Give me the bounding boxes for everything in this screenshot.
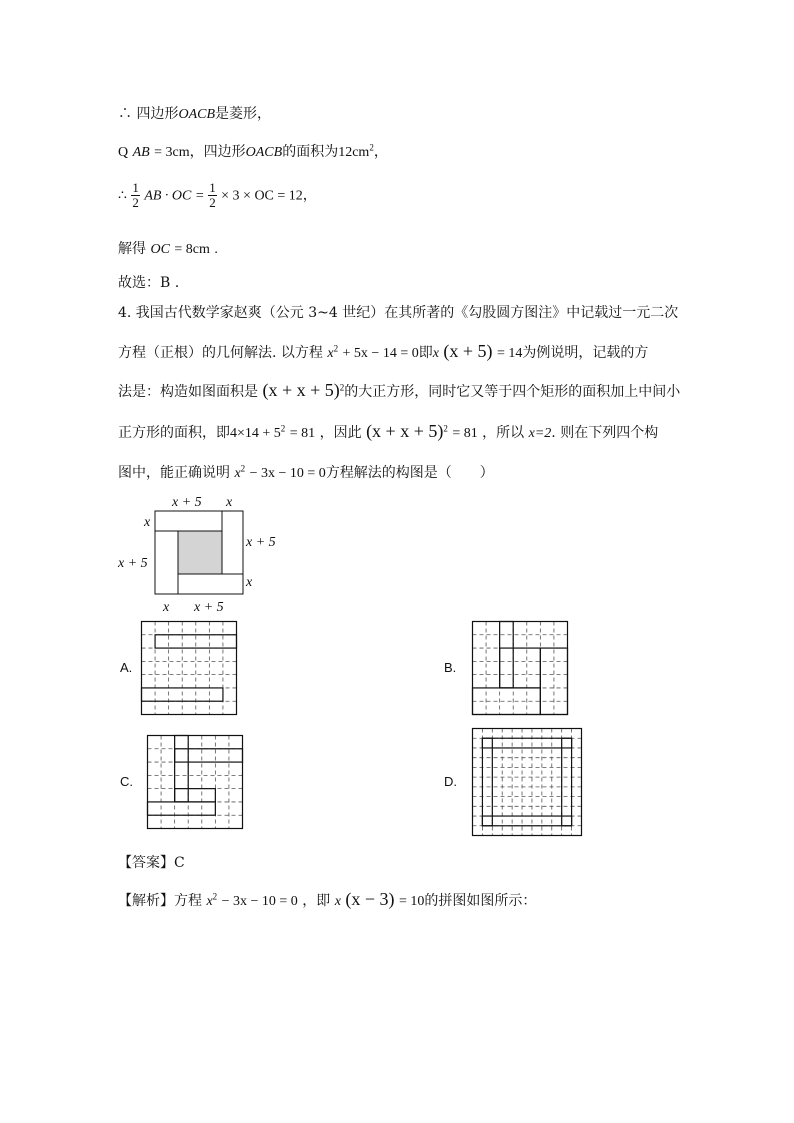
solid-rect xyxy=(500,622,514,688)
right-rect xyxy=(222,511,243,574)
answer: 【答案】C xyxy=(118,855,185,871)
solid-rect xyxy=(148,802,216,815)
solid-rect xyxy=(500,648,541,688)
option-b-label[interactable]: B. xyxy=(444,660,457,675)
math-eq1: + 5x − 14 = 0 xyxy=(342,346,419,361)
grid-border xyxy=(473,622,568,715)
text: 的拼图如图所示： xyxy=(424,893,537,909)
math-x: x xyxy=(334,894,341,909)
text: 法是：构造如图面积是 xyxy=(118,384,258,400)
option-d-label[interactable]: D. xyxy=(444,774,457,789)
because-symbol: Q xyxy=(118,145,129,160)
math-oc: OC xyxy=(150,242,170,257)
center-square xyxy=(178,531,222,574)
text: ，所以 xyxy=(482,425,525,441)
math-paren: (x + x + 5) xyxy=(262,380,340,400)
text: ， xyxy=(189,144,204,160)
analysis-line xyxy=(118,889,536,910)
text: 故选：B . xyxy=(118,275,180,291)
math-x: x xyxy=(206,894,213,909)
superscript: 2 xyxy=(339,382,345,393)
label-left-1: x xyxy=(144,515,151,530)
math-14: = 14 xyxy=(496,346,523,361)
math-paren: (x − 3) xyxy=(345,889,395,909)
text: 为例说明，记载的方 xyxy=(522,345,649,361)
math-ab-oc: AB · OC xyxy=(144,188,192,204)
text: 是菱形， xyxy=(215,106,272,122)
math-eq: − 3x − 10 = 0 xyxy=(249,466,326,481)
label-top-2: x xyxy=(226,495,233,510)
label-left-2: x + 5 xyxy=(118,556,148,571)
answer-line xyxy=(118,852,185,872)
option-a-label[interactable]: A. xyxy=(120,660,133,675)
option-a-figure[interactable] xyxy=(141,621,237,715)
math-8cm: = 8cm xyxy=(174,242,210,257)
text: 的大正方形，同时它又等于四个矩形的面积加上中间小 xyxy=(344,384,681,400)
solid-rect xyxy=(482,738,571,748)
text: 四边形 xyxy=(203,144,246,160)
superscript: 2 xyxy=(369,142,374,153)
math-eq: − 3x − 10 = 0 xyxy=(221,894,298,909)
therefore-symbol: ∴ xyxy=(118,106,132,122)
superscript: 2 xyxy=(280,423,286,434)
text: 即 xyxy=(418,345,433,361)
solid-rect xyxy=(482,738,492,826)
therefore-symbol: ∴ xyxy=(118,187,127,204)
math-12cm: 12cm xyxy=(338,145,370,160)
solid-rect xyxy=(175,736,189,802)
fraction-half: $\frac{1}{2}$ xyxy=(209,180,216,210)
left-rect xyxy=(155,531,178,594)
superscript: 2 xyxy=(212,891,218,902)
solid-rect xyxy=(175,789,216,802)
superscript: 2 xyxy=(443,423,448,434)
solid-rect xyxy=(482,816,571,826)
solid-rect xyxy=(562,738,572,826)
text: ， xyxy=(373,144,388,160)
text: 方程（正根）的几何解法. 以方程 xyxy=(118,345,323,361)
top-rect xyxy=(155,511,222,531)
label-right-2: x xyxy=(246,575,253,590)
math-3-oc: × 3 × OC = 12 xyxy=(221,188,303,204)
text: 图中，能正确说明 xyxy=(118,465,230,481)
label-top-1: x + 5 xyxy=(172,495,202,510)
math-3cm: = 3cm xyxy=(154,145,190,160)
text: 方程解法的构图是（ ） xyxy=(325,465,494,481)
label-bottom-2: x + 5 xyxy=(194,600,224,615)
text: ，因此 xyxy=(319,425,362,441)
math-ab: AB xyxy=(132,145,150,160)
math-paren: (x + 5) xyxy=(443,341,493,361)
math-paren: (x + x + 5) xyxy=(366,421,444,441)
grid-border xyxy=(148,736,243,829)
text: . xyxy=(214,242,218,257)
grid-border xyxy=(473,729,582,836)
math-x2: x=2 xyxy=(528,426,552,441)
superscript: 2 xyxy=(240,463,246,474)
superscript: 2 xyxy=(333,343,339,354)
option-d-figure[interactable] xyxy=(472,728,582,836)
text: 4. 我国古代数学家赵爽（公元 3~4 世纪）在其所著的《勾股圆方图注》中记载过一元二次 xyxy=(118,305,679,321)
text: . 则在下列四个构 xyxy=(551,425,659,441)
math-10: = 10 xyxy=(398,894,425,909)
math-81: = 81 xyxy=(452,426,478,441)
text: 正方形的面积，即 xyxy=(118,425,230,441)
math-x: x xyxy=(327,346,334,361)
solid-rect xyxy=(175,749,243,762)
text: 解得 xyxy=(118,241,146,257)
option-c-label[interactable]: C. xyxy=(120,774,133,789)
equals: = xyxy=(195,188,204,204)
text: ，即 xyxy=(302,893,331,909)
math-calc: 4×14 + 5 xyxy=(230,426,281,441)
fraction-half: $\frac{1}{2}$ xyxy=(132,180,139,210)
math-x: x xyxy=(432,346,439,361)
text: 四边形 xyxy=(136,106,179,122)
math-81: = 81 xyxy=(289,426,316,441)
math-oacb: OACB xyxy=(245,145,283,160)
text: ， xyxy=(302,187,317,204)
bottom-rect xyxy=(178,574,243,594)
option-c-figure[interactable] xyxy=(147,735,243,829)
grid-border xyxy=(142,622,237,715)
label-right-1: x + 5 xyxy=(246,535,276,550)
text: 【解析】方程 xyxy=(118,893,202,909)
option-b-figure[interactable] xyxy=(472,621,568,715)
math-x: x xyxy=(234,466,241,481)
math-oacb: OACB xyxy=(178,107,216,122)
text: 的面积为 xyxy=(282,144,339,160)
label-bottom-1: x xyxy=(163,600,170,615)
